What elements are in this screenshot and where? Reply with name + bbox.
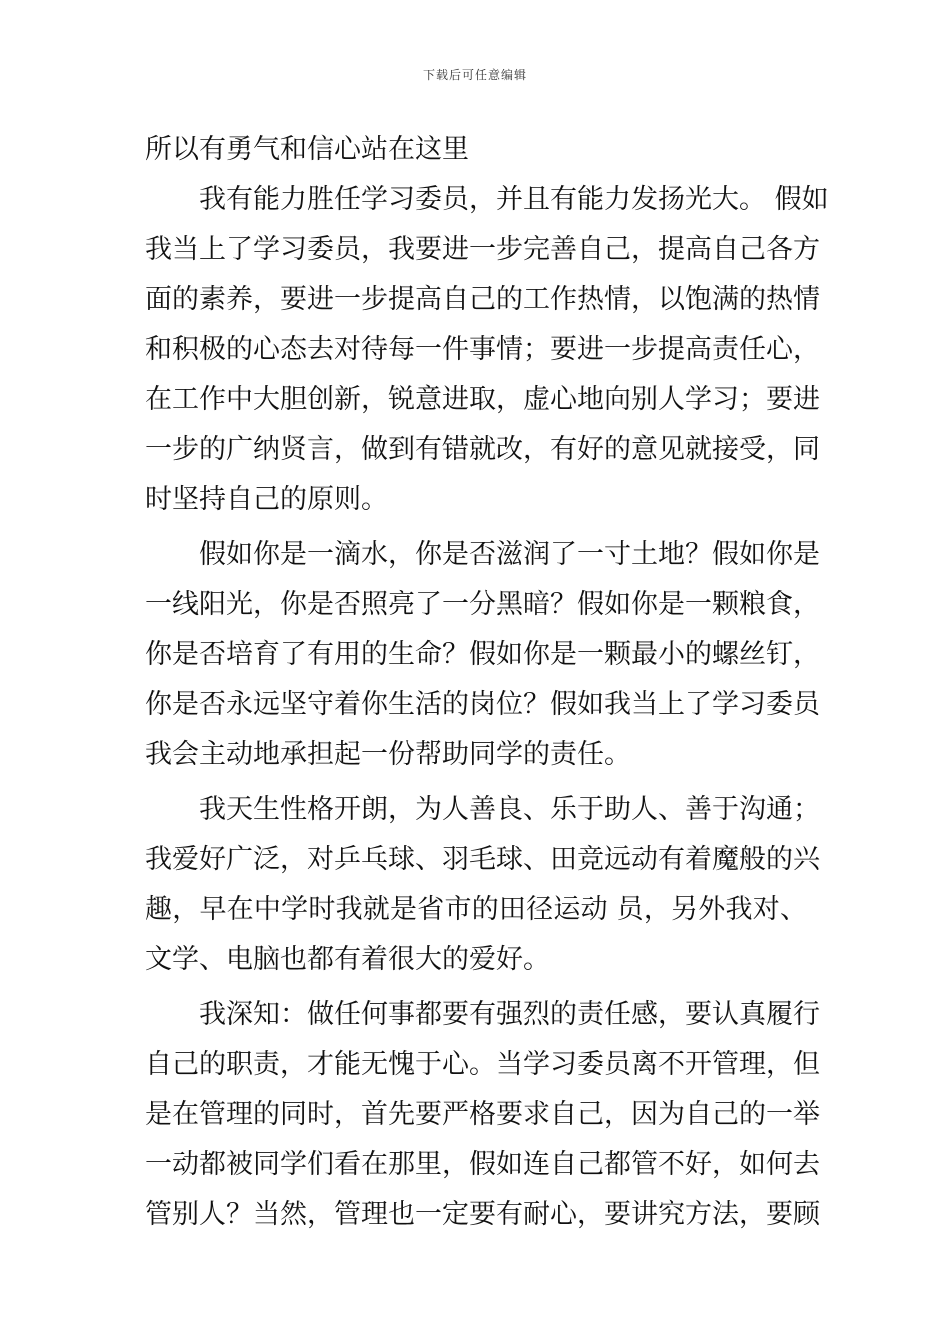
text-line: 自己的职责，才能无愧于心。当学习委员离不开管理，但: [145, 1049, 820, 1080]
text-line: 你是否永远坚守着你生活的岗位？假如我当上了学习委员: [145, 689, 820, 720]
text-line: 我爱好广泛，对乒乓球、羽毛球、田竞远动有着魔般的兴: [145, 844, 820, 875]
paragraph-capability: [145, 175, 829, 525]
text-line: 文学、电脑也都有着很大的爱好。: [145, 944, 550, 975]
text-line: 我天生性格开朗，为人善良、乐于助人、善于沟通；: [199, 794, 820, 825]
text-line: 一线阳光，你是否照亮了一分黑暗？假如你是一颗粮食，: [145, 589, 820, 620]
paragraph-continuation: [145, 125, 807, 175]
paragraph-responsibility: [145, 990, 820, 1240]
text-line: 和积极的心态去对待每一件事情；要进一步提高责任心，: [145, 334, 820, 365]
document-body: [145, 125, 829, 1240]
text-line: 面的素养，要进一步提高自己的工作热情，以饱满的热情: [145, 284, 820, 315]
text-line: 所以有勇气和信心站在这里: [145, 134, 469, 165]
text-line: 你是否培育了有用的生命？假如你是一颗最小的螺丝钉，: [145, 639, 820, 670]
paragraph-metaphor: [145, 530, 820, 780]
text-line: 在工作中大胆创新，锐意进取，虚心地向别人学习；要进: [145, 384, 820, 415]
text-line: 是在管理的同时，首先要严格要求自己，因为自己的一举: [145, 1099, 820, 1130]
paragraph-personality: [145, 785, 820, 985]
text-line: 我当上了学习委员，我要进一步完善自己，提高自己各方: [145, 234, 820, 265]
text-line: 趣，早在中学时我就是省市的田径运动 员，另外我对、: [145, 894, 807, 925]
text-line: 假如你是一滴水，你是否滋润了一寸土地？假如你是: [199, 539, 820, 570]
text-line: 一动都被同学们看在那里，假如连自己都管不好，如何去: [145, 1149, 820, 1180]
text-line: 一步的广纳贤言，做到有错就改，有好的意见就接受，同: [145, 434, 820, 465]
page-header: 下载后可任意编辑: [422, 68, 527, 82]
text-line: 我有能力胜任学习委员，并且有能力发扬光大。 假如: [199, 184, 829, 215]
text-line: 管别人？当然，管理也一定要有耐心，要讲究方法，要顾: [145, 1199, 820, 1230]
text-line: 我深知：做任何事都要有强烈的责任感，要认真履行: [199, 999, 820, 1030]
text-line: 我会主动地承担起一份帮助同学的责任。: [145, 739, 631, 770]
text-line: 时坚持自己的原则。: [145, 484, 388, 515]
